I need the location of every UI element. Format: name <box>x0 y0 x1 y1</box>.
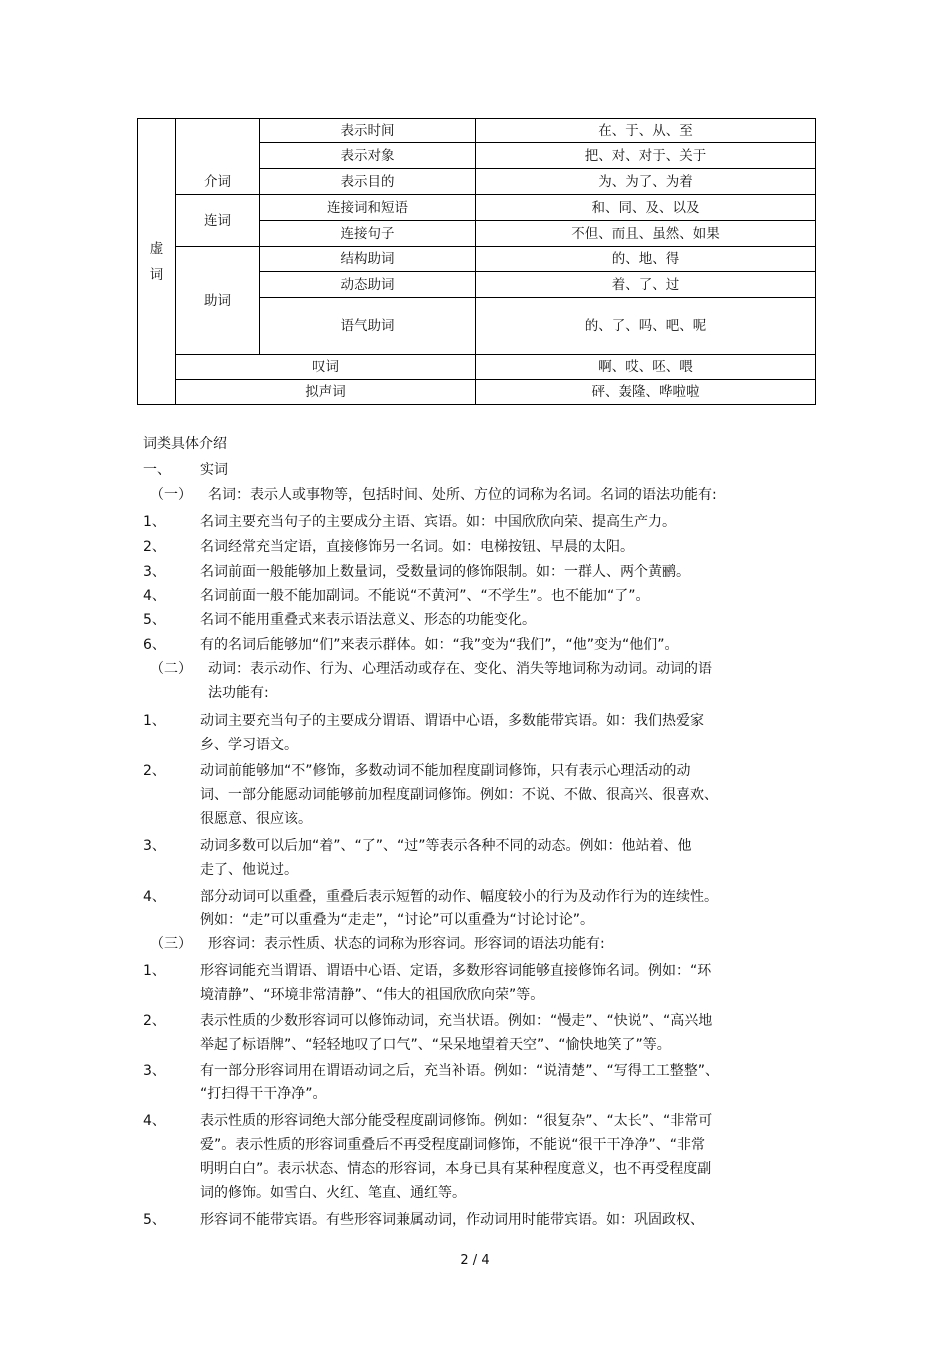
group-prep: 介词 <box>176 119 260 195</box>
row-examples: 在、于、从、至 <box>476 119 816 143</box>
category-label: 虚词 <box>149 240 164 283</box>
list-item-text: “打扫得干干净净”。 <box>200 1086 327 1102</box>
list-item-text: 名词前面一般能够加上数量词，受数量词的修饰限制。如：一群人、两个黄鹂。 <box>200 564 690 580</box>
row-label: 结构助词 <box>260 247 476 272</box>
list-item-text: 走了、他说过。 <box>200 862 298 878</box>
row-examples: 砰、轰隆、哗啦啦 <box>476 380 816 405</box>
verb-heading-cont: 法功能有: <box>208 685 269 701</box>
list-number: 3、 <box>143 564 166 580</box>
list-item-text: 乡、学习语文。 <box>200 737 298 753</box>
row-examples: 的、了、吗、吧、呢 <box>476 298 816 355</box>
list-item-text: 名词经常充当定语，直接修饰另一名词。如：电梯按钮、早晨的太阳。 <box>200 539 634 555</box>
list-item-text: 名词前面一般不能加副词。不能说“不黄河”、“不学生”。也不能加“了”。 <box>200 588 650 604</box>
list-number: 1、 <box>143 514 166 530</box>
row-examples: 的、地、得 <box>476 247 816 272</box>
noun-heading: 名词：表示人或事物等，包括时间、处所、方位的词称为名词。名词的语法功能有: <box>208 487 717 503</box>
list-item-text: 形容词不能带宾语。有些形容词兼属动词，作动词用时能带宾语。如：巩固政权、 <box>200 1212 704 1228</box>
row-examples: 为、为了、为着 <box>476 169 816 195</box>
list-item-text: 部分动词可以重叠，重叠后表示短暂的动作、幅度较小的行为及动作行为的连续性。 <box>200 889 718 905</box>
row-examples: 不但、而且、虽然、如果 <box>476 221 816 247</box>
list-number: 4、 <box>143 1113 166 1129</box>
group-aux: 助词 <box>176 247 260 355</box>
group-conj: 连词 <box>176 195 260 247</box>
list-item-text: 名词主要充当句子的主要成分主语、宾语。如：中国欣欣向荣、提高生产力。 <box>200 514 676 530</box>
list-item-text: 动词前能够加“不”修饰，多数动词不能加程度副词修饰，只有表示心理活动的动 <box>200 763 691 779</box>
list-number: 1、 <box>143 963 166 979</box>
list-number: 2、 <box>143 763 166 779</box>
row-examples: 啊、哎、呸、喂 <box>476 355 816 380</box>
list-item-text: 名词不能用重叠式来表示语法意义、形态的功能变化。 <box>200 612 536 628</box>
adj-heading-number: （三） <box>150 936 192 952</box>
verb-heading-number: （二） <box>150 661 192 677</box>
list-item-text: 表示性质的少数形容词可以修饰动词，充当状语。例如：“慢走”、“快说”、“高兴地 <box>200 1013 713 1029</box>
list-number: 4、 <box>143 588 166 604</box>
row-label: 连接词和短语 <box>260 195 476 221</box>
section-title: 实词 <box>200 462 228 478</box>
row-label: 语气助词 <box>260 298 476 355</box>
list-item-text: 明明白白”。表示状态、情态的形容词，本身已具有某种程度意义，也不再受程度副 <box>200 1161 712 1177</box>
row-label: 表示目的 <box>260 169 476 195</box>
row-label: 连接句子 <box>260 221 476 247</box>
list-item-text: 举起了标语牌”、“轻轻地叹了口气”、“呆呆地望着天空”、“愉快地笑了”等。 <box>200 1037 671 1053</box>
group-onoma: 拟声词 <box>176 380 476 405</box>
page-number: 2 / 4 <box>460 1253 490 1268</box>
list-item-text: 有一部分形容词用在谓语动词之后，充当补语。例如：“说清楚”、“写得工工整整”、 <box>200 1063 720 1079</box>
list-number: 2、 <box>143 1013 166 1029</box>
section-number: 一、 <box>143 462 171 478</box>
list-item-text: 有的名词后能够加“们”来表示群体。如：“我”变为“我们”，“他”变为“他们”。 <box>200 637 679 653</box>
list-number: 3、 <box>143 1063 166 1079</box>
list-item-text: 表示性质的形容词绝大部分能受程度副词修饰。例如：“很复杂”、“太长”、“非常可 <box>200 1113 713 1129</box>
group-interj: 叹词 <box>176 355 476 380</box>
list-item-text: 很愿意、很应该。 <box>200 811 312 827</box>
category-cell <box>138 119 176 405</box>
list-number: 5、 <box>143 612 166 628</box>
row-label: 表示时间 <box>260 119 476 143</box>
list-number: 2、 <box>143 539 166 555</box>
list-item-text: 爱”。表示性质的形容词重叠后不再受程度副词修饰，不能说“很干干净净”、“非常 <box>200 1137 706 1153</box>
list-number: 3、 <box>143 838 166 854</box>
verb-heading: 动词：表示动作、行为、心理活动或存在、变化、消失等地词称为动词。动词的语 <box>208 661 712 677</box>
list-item-text: 词、一部分能愿动词能够前加程度副词修饰。例如：不说、不做、很高兴、很喜欢、 <box>200 787 718 803</box>
function-word-table <box>137 118 816 405</box>
list-item-text: 境清静”、“环境非常清静”、“伟大的祖国欣欣向荣”等。 <box>200 987 545 1003</box>
list-number: 5、 <box>143 1212 166 1228</box>
list-item-text: 动词主要充当句子的主要成分谓语、谓语中心语，多数能带宾语。如：我们热爱家 <box>200 713 704 729</box>
adj-heading: 形容词：表示性质、状态的词称为形容词。形容词的语法功能有: <box>208 936 605 952</box>
list-item-text: 词的修饰。如雪白、火红、笔直、通红等。 <box>200 1185 466 1201</box>
list-number: 6、 <box>143 637 166 653</box>
list-item-text: 形容词能充当谓语、谓语中心语、定语，多数形容词能够直接修饰名词。例如：“环 <box>200 963 712 979</box>
row-examples: 着、了、过 <box>476 272 816 298</box>
row-label: 动态助词 <box>260 272 476 298</box>
noun-heading-number: （一） <box>150 487 192 503</box>
row-label: 表示对象 <box>260 143 476 169</box>
intro-title: 词类具体介绍 <box>143 436 227 452</box>
list-number: 4、 <box>143 889 166 905</box>
list-item-text: 动词多数可以后加“着”、“了”、“过”等表示各种不同的动态。例如：他站着、他 <box>200 838 692 854</box>
row-examples: 把、对、对于、关于 <box>476 143 816 169</box>
list-number: 1、 <box>143 713 166 729</box>
row-examples: 和、同、及、以及 <box>476 195 816 221</box>
list-item-text: 例如：“走”可以重叠为“走走”，“讨论”可以重叠为“讨论讨论”。 <box>200 912 595 928</box>
